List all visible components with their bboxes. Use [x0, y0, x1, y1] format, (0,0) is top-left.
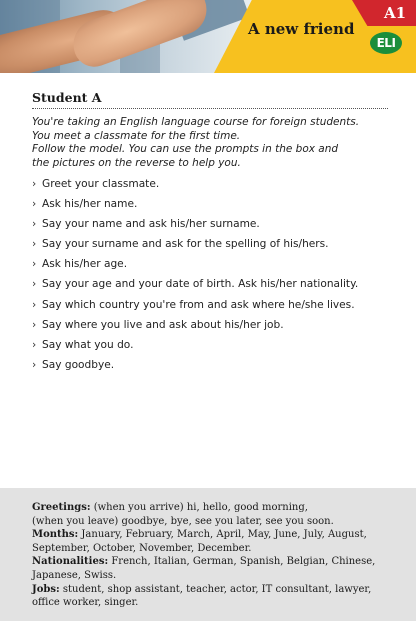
- prompt-item: [32, 176, 392, 196]
- prompt-item: [32, 236, 392, 256]
- months-text: January, February, March, April, May, June, July, August, September, October, November, December.: [32, 529, 367, 554]
- prompt-item: [32, 196, 392, 216]
- prompt-text: Say your name and ask his/her surname.: [42, 218, 260, 231]
- prompt-text: Say which country you're from and ask where he/she lives.: [42, 298, 355, 311]
- instruction-line: the pictures on the reverse to help you.: [32, 156, 241, 169]
- prompt-text: Ask his/her name.: [42, 198, 138, 211]
- prompt-list: [32, 176, 392, 377]
- prompt-text: Greet your classmate.: [42, 178, 160, 190]
- student-heading: Student A: [32, 90, 102, 105]
- chevron-right-icon: ›: [32, 238, 37, 251]
- chevron-right-icon: ›: [32, 178, 37, 190]
- nationalities-label: Nationalities:: [32, 556, 109, 568]
- chevron-right-icon: ›: [32, 278, 37, 291]
- instructions: [32, 116, 388, 170]
- prompt-text: Say your surname and ask for the spelling of his/hers.: [42, 238, 329, 251]
- chevron-right-icon: ›: [32, 318, 37, 331]
- prompt-item: [32, 216, 392, 236]
- nationalities-text: French, Italian, German, Spanish, Belgian, Chinese, Japanese, Swiss.: [32, 556, 376, 581]
- chevron-right-icon: ›: [32, 218, 37, 231]
- jobs-label: Jobs:: [32, 583, 60, 595]
- greetings-line-2: (when you leave) goodbye, bye, see you later, see you soon.: [32, 515, 334, 527]
- prompt-item: [32, 276, 392, 296]
- months-line: [32, 528, 388, 555]
- prompt-text: Say where you live and ask about his/her job.: [42, 318, 284, 331]
- prompt-item: [32, 256, 392, 276]
- prompt-item: [32, 317, 392, 337]
- greetings-text: (when you arrive) hi, hello, good morning,: [90, 502, 308, 513]
- dotted-divider: [32, 108, 388, 109]
- jobs-line: [32, 583, 388, 610]
- chevron-right-icon: ›: [32, 358, 37, 371]
- prompt-item: [32, 337, 392, 357]
- prompt-text: Ask his/her age.: [42, 258, 128, 271]
- jobs-text: student, shop assistant, teacher, actor, IT consultant, lawyer, office worker, singer.: [32, 583, 372, 609]
- nationalities-line: [32, 555, 388, 582]
- instruction-line: You meet a classmate for the first time.: [32, 129, 241, 142]
- greetings-line: [32, 501, 388, 515]
- greetings-label: Greetings:: [32, 502, 91, 513]
- eli-logo-icon: ELI: [370, 32, 402, 54]
- header: [0, 0, 416, 73]
- prompt-text: Say your age and your date of birth. Ask his/her nationality.: [42, 278, 359, 291]
- prompt-item: [32, 297, 392, 317]
- chevron-right-icon: ›: [32, 338, 37, 351]
- chevron-right-icon: ›: [32, 298, 37, 311]
- vocabulary-text: [32, 501, 388, 610]
- prompt-item: [32, 357, 392, 377]
- prompt-text: Say what you do.: [42, 338, 134, 351]
- card-title: A new friend: [248, 20, 355, 38]
- chevron-right-icon: ›: [32, 258, 37, 271]
- instruction-line: You're taking an English language course for foreign students.: [32, 116, 360, 128]
- chevron-right-icon: ›: [32, 198, 37, 211]
- prompt-text: Say goodbye.: [42, 358, 115, 371]
- months-label: Months:: [32, 529, 79, 541]
- instruction-line: Follow the model. You can use the prompts in the box and: [32, 143, 339, 155]
- level-badge: A1: [383, 4, 407, 22]
